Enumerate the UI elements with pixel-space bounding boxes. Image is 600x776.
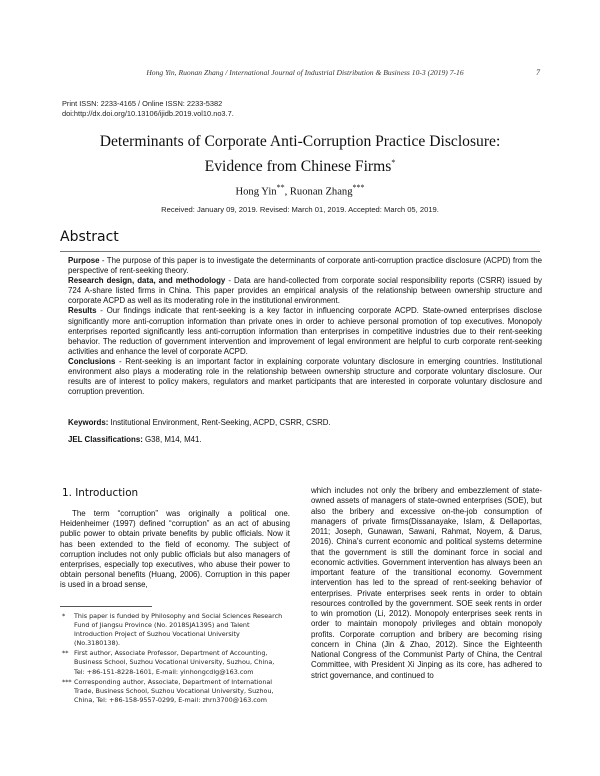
abstract-heading: Abstract bbox=[60, 229, 119, 245]
title-line-2 bbox=[60, 152, 540, 177]
purpose-text: - The purpose of this paper is to investigate the determinants of corporate anti-corruption practice disclosure (ACPD) from the perspective of rent-seeking theory. bbox=[68, 256, 542, 276]
introduction-right-column bbox=[311, 486, 542, 681]
purpose-label: Purpose bbox=[68, 256, 100, 265]
author-2: Ruonan Zhang bbox=[289, 186, 353, 198]
doi-line: doi:http://dx.doi.org/10.13106/ijidb.2019.vol10.no3.7. bbox=[62, 108, 234, 118]
footnote-1-mark: * bbox=[62, 612, 66, 620]
abstract-design bbox=[68, 276, 542, 306]
footnote-3 bbox=[62, 678, 286, 705]
footnote-2 bbox=[62, 649, 286, 676]
conclusions-text: - Rent-seeking is an important factor in explaining corporate voluntary disclosure in emerging countries. Institutional environment also plays a moderating role in the relationship between ownership structure and corporate voluntary disclosure. Our results are of interest to policy makers, regulators and market participants that are interested in corporate voluntary disclosure and corruption prevention. bbox=[68, 356, 542, 397]
results-text: - Our findings indicate that rent-seeking is a key factor in influencing corporate ACPD. State-owned enterprises disclose significantly more anti-corruption information than private ones in order to achieve personal promotion of top executives. Monopoly enterprises reported significantly less anti-corruption information than enterprises in competitive industries due to their rent-seeking behavior. The reduction of government intervention and improvement of legal environment are helpful to curb corporate rent-seeking activities and enhance the level of corporate ACPD. bbox=[68, 306, 542, 356]
introduction-paragraph-left: The term “corruption” was originally a political one. Heidenheimer (1997) defined “corruption” as an act of abusing public power to obtain private benefits by public officials. Now it has been extended to the field of economy. The subject of corruption includes not only public officials but also managers of enterprises, especially top executives, who abuse their power to obtain personal benefits (Huang, 2006). Corruption in this paper is used in a broad sense, bbox=[60, 509, 290, 590]
conclusions-label: Conclusions bbox=[68, 356, 116, 366]
submission-dates: Received: January 09, 2019. Revised: March 01, 2019. Accepted: March 05, 2019. bbox=[161, 205, 439, 214]
keywords bbox=[68, 418, 542, 428]
title-footnote-mark: * bbox=[391, 158, 396, 167]
abstract-results bbox=[68, 306, 542, 356]
footnote-1 bbox=[62, 612, 286, 648]
footnote-3-mark: *** bbox=[62, 677, 72, 686]
title-line-1: Determinants of Corporate Anti-Corruption Practice Disclosure: bbox=[99, 133, 501, 150]
footnote-1-text: This paper is funded by Philosophy and Social Sciences Research Fund of Jiangsu Province (No. 2018SJA1395) and Talent Introduction Project of Suzhou Vocational University (No.3180138). bbox=[74, 612, 283, 648]
footnote-rule bbox=[60, 606, 152, 607]
title-line-2-text: Evidence from Chinese Firms bbox=[204, 158, 392, 176]
keywords-text: Institutional Environment, Rent-Seeking, ACPD, CSRR, CSRD. bbox=[108, 418, 331, 427]
introduction-heading: 1. Introduction bbox=[62, 487, 139, 499]
author-separator: , bbox=[284, 186, 290, 198]
author-1: Hong Yin bbox=[235, 186, 277, 198]
introduction-left-column bbox=[60, 509, 290, 591]
footnotes bbox=[62, 612, 286, 706]
authors bbox=[60, 183, 540, 198]
author-2-mark: *** bbox=[352, 183, 365, 192]
jel-text: G38, M14, M41. bbox=[142, 435, 202, 444]
keywords-label: Keywords: bbox=[68, 418, 109, 427]
results-label: Results bbox=[68, 306, 97, 316]
footnote-2-mark: ** bbox=[62, 649, 69, 658]
abstract-conclusions bbox=[68, 357, 542, 397]
paper-title bbox=[60, 131, 540, 177]
abstract-body bbox=[68, 256, 542, 397]
issn-line: Print ISSN: 2233-4165 / Online ISSN: 2233-5382 bbox=[62, 99, 223, 108]
abstract-purpose bbox=[68, 256, 542, 276]
design-label: Research design, data, and methodology bbox=[68, 276, 226, 286]
footnote-2-text: First author, Associate Professor, Department of Accounting, Business School, Suzhou Vocational University, Suzhou, China, Tel: +86-151-8228-1601, E-mail: yinhongcdlg@163.com bbox=[74, 649, 275, 676]
design-text: - Data are hand-collected from corporate social responsibility reports (CSRR) issued by 724 A-share listed firms in China. This paper provides an empirical analysis of the relationship between ownership structure and corporate ACPD as well as its moderating role in the institutional environment. bbox=[68, 276, 543, 306]
jel-label: JEL Classifications: bbox=[68, 435, 143, 444]
footnote-3-text: Corresponding author, Associate, Department of International Trade, Business School, Suzhou Vocational University, Suzhou, China, Tel: +86-158-9557-0299, E-mail: zhrn3700@163.com bbox=[74, 677, 274, 704]
jel-classifications bbox=[68, 435, 542, 445]
author-1-mark: ** bbox=[276, 183, 285, 192]
running-head: Hong Yin, Ruonan Zhang / International Journal of Industrial Distribution & Business 10-3 (2019) 7-16 bbox=[146, 68, 464, 77]
issn-block bbox=[62, 99, 234, 118]
page-number: 7 bbox=[536, 68, 540, 77]
abstract-rule bbox=[60, 251, 540, 252]
introduction-paragraph-right: which includes not only the bribery and embezzlement of state-owned assets of managers of state-owned enterprises (SOE), but also the bribery and excessive on-the-job consumption of managers of private firms(Dissanayake, Islam, & Dellaportas, 2011; Joseph, Gunawan, Sawani, Rahmat, Noyem, & Darus, 2016). China's current economic and political systems determine that the government is still the dominant force in social and economic activities. Government intervention has always been an important feature of the transitional economy. Government intervention has led to the spread of rent-seeking behavior of enterprises. Private enterprises seek rents in order to obtain resources controlled by the government. SOE seek rents in order to win promotion (Li, 2012). Monopoly enterprises seek rents in order to maintain monopoly privileges and obtain monopoly profits. Corporate corruption and bribery are becoming rising concern in China (Jin & Zhao, 2012). Since the Eighteenth National Congress of the Communist Party of China, the Central Committee, with President Xi Jinping as its core, has adhered to strict governance, and continued to bbox=[311, 486, 542, 680]
